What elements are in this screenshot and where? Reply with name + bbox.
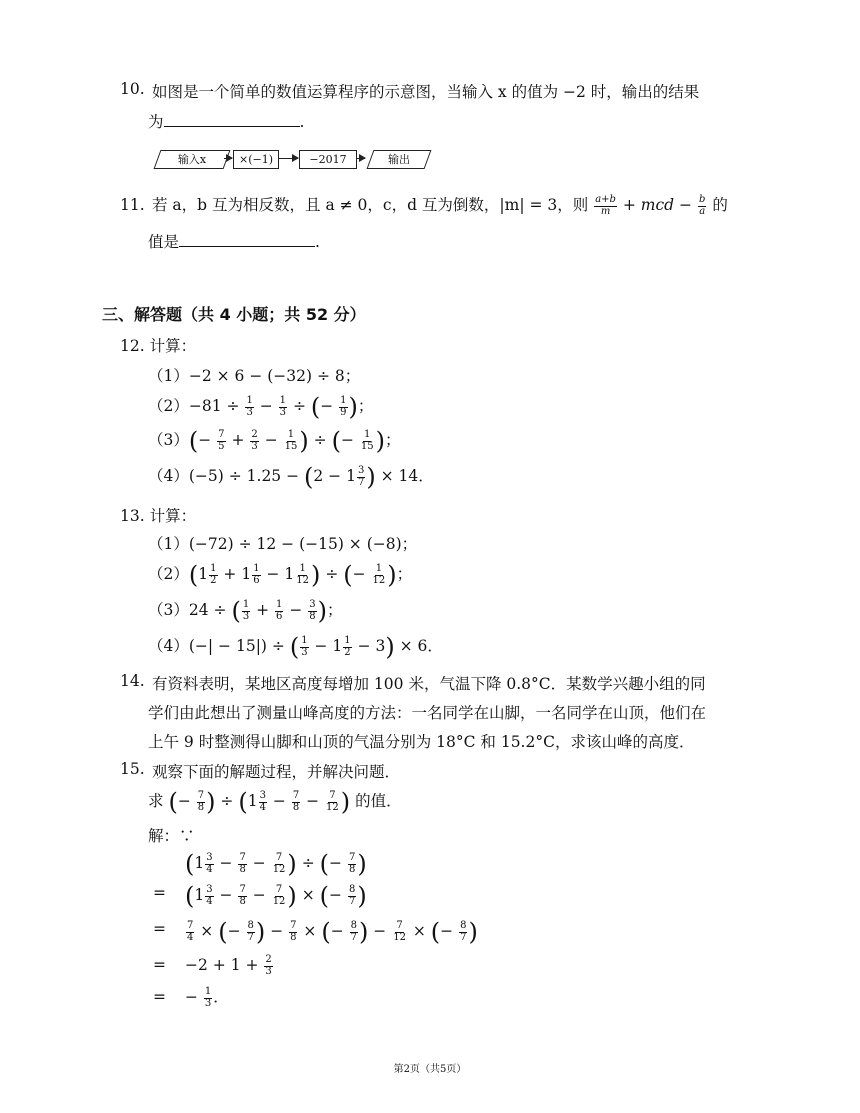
q15-step2: $\frac{7}{4}$ × (− $\frac{8}{7}$ ) − $\frac{7}{8}$ × (− $\frac{8}{7}$ ) − $\frac{7}{12}$ × (− $\frac{8}{7}$ )	[187, 918, 478, 946]
flow-multiply: ×(−1)	[233, 150, 279, 169]
answer-blank[interactable]	[179, 232, 315, 247]
q13-part2: （2）(1 $\frac{1}{2}$ + 1 $\frac{1}{6}$ − 1 $\frac{1}{12}$ ) ÷ (− $\frac{1}{12}$ )；	[148, 561, 413, 589]
q13-number: 13. 计算：	[120, 507, 197, 525]
flow-subtract: −2017	[299, 150, 357, 169]
q15-step0: (1 $\frac{3}{4}$ − $\frac{7}{8}$ − $\frac{7}{12}$ ) ÷ (− $\frac{7}{8}$ )	[185, 850, 367, 878]
q10-line2: 为 .	[148, 113, 305, 131]
q11-line2: 值是 .	[148, 233, 320, 251]
q10-number: 10.	[120, 80, 145, 98]
q10-text: 如图是一个简单的数值运算程序的示意图，当输入 x 的值为 −2 时，输出的结果	[152, 83, 700, 101]
flow-input: 输入x	[154, 150, 231, 169]
flow-arrow	[224, 158, 232, 159]
q15-solution-label: 解：∵	[148, 827, 195, 845]
q15-step1: (1 $\frac{3}{4}$ − $\frac{7}{8}$ − $\frac{7}{12}$ ) × (− $\frac{8}{7}$ )	[185, 882, 367, 910]
q11-number: 11.	[120, 196, 145, 214]
q15-number: 15.	[120, 760, 145, 778]
q12-part2: （2）−81 ÷ $\frac{1}{3}$ − $\frac{1}{3}$ ÷ (− $\frac{1}{9}$ )；	[148, 393, 374, 421]
flow-arrow	[356, 158, 365, 159]
flow-arrow	[278, 158, 298, 159]
q14-line2: 学们由此想出了测量山峰高度的方法：一名同学在山脚，一名同学在山顶，他们在	[148, 704, 707, 722]
q15-eq-sign: =	[153, 988, 166, 1006]
q14-line1: 有资料表明，某地区高度每增加 100 米，气温下降 0.8°C．某数学兴趣小组的同	[152, 675, 706, 693]
q15-ask: 求 (− $\frac{7}{8}$ ) ÷ (1 $\frac{3}{4}$ − $\frac{7}{8}$ − $\frac{7}{12}$ ) 的值．	[148, 788, 402, 816]
q13-part4: （4）(−| − 15|) ÷ ( $\frac{1}{3}$ − 1 $\frac{1}{2}$ − 3) × 6．	[148, 633, 443, 661]
q14-number: 14.	[120, 672, 145, 690]
q12-part3: （3）(− $\frac{7}{5}$ + $\frac{2}{3}$ − $\frac{1}{15}$ ) ÷ (− $\frac{1}{15}$ )；	[148, 427, 401, 455]
q12-number: 12. 计算：	[120, 337, 197, 355]
q15-eq-sign: =	[153, 920, 166, 938]
answer-blank[interactable]	[164, 112, 300, 127]
q14-line3: 上午 9 时整测得山脚和山顶的气温分别为 18°C 和 15.2°C，求该山峰的高度．	[148, 733, 695, 751]
q13-part3: （3）24 ÷ ( $\frac{1}{3}$ + $\frac{1}{6}$ − $\frac{3}{8}$ )；	[148, 597, 343, 625]
q15-line1: 观察下面的解题过程，并解决问题．	[152, 763, 401, 781]
page-footer: 第2页（共5页）	[393, 1064, 467, 1075]
q11-text: 若 a，b 互为相反数，且 a ≠ 0，c，d 互为倒数，|m| = 3，则 $\frac{a+b}{m}$ + mcd − $\frac{b}{a}$ 的	[152, 194, 728, 217]
q15-eq-sign: =	[153, 956, 166, 974]
q15-result: − $\frac{1}{3}$ ．	[185, 986, 229, 1009]
q15-eq-sign: =	[153, 884, 166, 902]
section-heading: 三、解答题（共 4 小题；共 52 分）	[102, 305, 366, 324]
q12-part4: （4）(−5) ÷ 1.25 − (2 − 1 $\frac{3}{7}$ ) × 14．	[148, 463, 434, 491]
flow-output: 输出	[367, 150, 432, 169]
q12-part1: （1）−2 × 6 − (−32) ÷ 8；	[148, 367, 361, 385]
q13-part1: （1）(−72) ÷ 12 − (−15) × (−8)；	[148, 535, 418, 553]
q15-step3: −2 + 1 + $\frac{2}{3}$	[185, 954, 272, 977]
